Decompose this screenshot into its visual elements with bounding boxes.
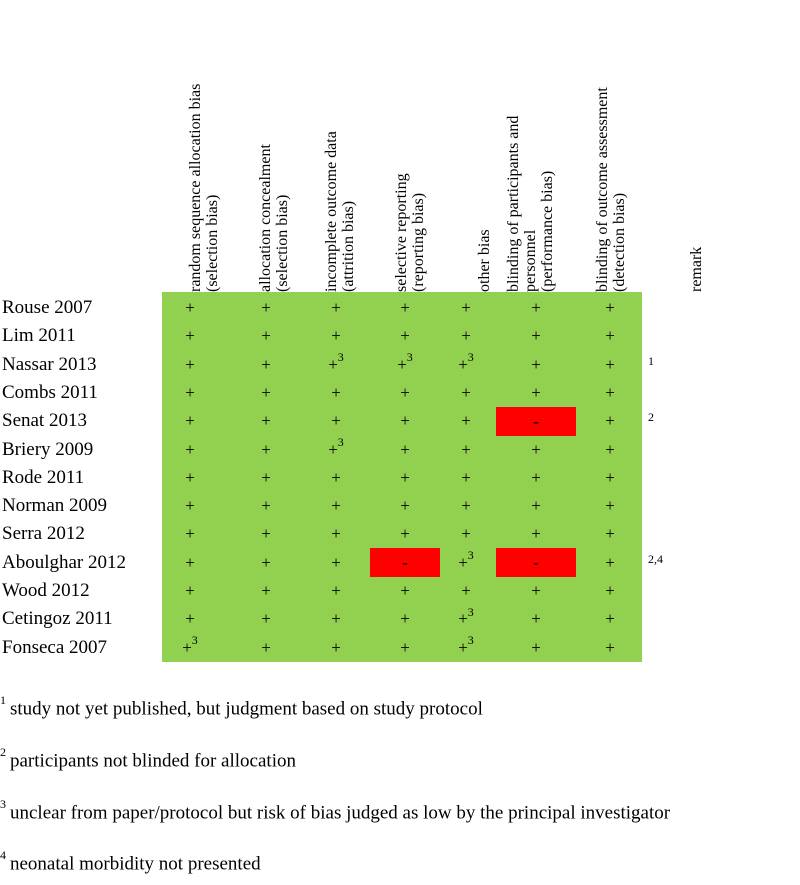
low-risk-cell [155,520,225,548]
column-header-1: random sequence allocation bias (selection bias) [187,83,221,292]
cell-value: + [400,496,410,516]
low-risk-cell [501,464,571,492]
footnote-marker: 3 [467,548,474,563]
study-label: Wood 2012 [2,580,90,601]
cell-value: - [402,553,408,573]
cell-value: + [531,609,541,629]
cell-value: + [400,609,410,629]
low-risk-cell [370,407,440,435]
cell-value: + [182,637,192,657]
cell-value: + [605,637,615,657]
cell-value: + [605,411,615,431]
row-remark: 1 [648,353,654,368]
footnote-marker: 3 [467,604,474,619]
cell-value: + [531,326,541,346]
low-risk-cell [370,294,440,322]
high-risk-cell [370,548,440,577]
low-risk-cell [431,577,501,605]
cell-value: + [461,439,471,459]
column-header-5: other bias [476,229,493,292]
low-risk-cell [501,436,571,464]
cell-value: + [531,439,541,459]
study-label: Nassar 2013 [2,353,97,375]
low-risk-cell [501,322,571,350]
low-risk-cell [231,379,301,407]
low-risk-cell [501,577,571,605]
cell-value: + [185,609,195,629]
footnote [0,745,296,772]
low-risk-cell [301,351,371,379]
cell-value: + [531,581,541,600]
cell-value: + [185,581,195,600]
low-risk-cell [301,549,371,577]
cell-value: + [400,298,410,317]
low-risk-cell [501,634,571,662]
low-risk-cell [231,492,301,520]
low-risk-cell [575,407,645,435]
cell-value: + [461,524,471,544]
low-risk-cell [431,322,501,350]
low-risk-cell [501,351,571,379]
low-risk-cell [575,520,645,548]
footnote-mark: 2 [0,745,6,759]
low-risk-cell [575,351,645,379]
footnote-marker: 3 [191,632,198,647]
cell-value: + [331,552,341,572]
cell-value: - [533,411,539,431]
low-risk-cell [301,294,371,322]
low-risk-cell [301,492,371,520]
cell-value: + [400,524,410,544]
low-risk-cell [231,577,301,605]
risk-of-bias-grid [162,292,642,662]
cell-value: + [461,496,471,516]
study-label: Norman 2009 [2,495,108,517]
column-header-3: incomplete outcome data (attrition bias) [323,131,357,292]
cell-value: + [531,467,541,487]
low-risk-cell [301,379,371,407]
cell-value: + [261,581,271,600]
low-risk-cell [301,436,371,464]
cell-value: + [397,354,407,374]
footnote-marker: 3 [337,434,344,449]
cell-value: + [185,382,195,402]
cell-value: + [185,467,195,487]
cell-value: + [261,298,271,317]
cell-value: + [331,298,341,317]
cell-value: + [605,581,615,600]
cell-value: + [400,581,410,600]
low-risk-cell [370,605,440,633]
column-header-2: allocation concealment (selection bias) [257,144,291,292]
low-risk-cell [431,634,501,662]
low-risk-cell [575,436,645,464]
cell-value: + [331,581,341,600]
high-risk-cell [496,548,576,577]
study-label: Lim 2011 [2,325,76,347]
footnote [0,797,671,824]
low-risk-cell [431,436,501,464]
cell-value: + [261,524,271,544]
low-risk-cell [575,549,645,577]
low-risk-cell [155,436,225,464]
cell-value: + [185,354,195,374]
low-risk-cell [431,379,501,407]
low-risk-cell [431,294,501,322]
cell-value: + [605,552,615,572]
cell-value: + [331,382,341,402]
footnote-text: neonatal morbidity not presented [10,853,261,875]
cell-value: + [261,496,271,516]
study-label: Fonseca 2007 [2,636,108,658]
cell-value: + [331,524,341,544]
low-risk-cell [301,322,371,350]
low-risk-cell [370,322,440,350]
cell-value: + [331,326,341,346]
low-risk-cell [431,407,501,435]
low-risk-cell [231,322,301,350]
low-risk-cell [231,549,301,577]
study-label: Cetingoz 2011 [2,608,113,630]
low-risk-cell [501,379,571,407]
cell-value: + [461,467,471,487]
cell-value: + [400,637,410,657]
cell-value: + [328,354,338,374]
low-risk-cell [431,605,501,633]
study-label: Briery 2009 [2,438,94,460]
cell-value: + [185,326,195,346]
low-risk-cell [575,634,645,662]
cell-value: + [605,467,615,487]
cell-value: + [400,326,410,346]
low-risk-cell [301,605,371,633]
cell-value: + [605,496,615,516]
footnote-text: participants not blinded for allocation [10,750,296,772]
low-risk-cell [155,322,225,350]
cell-value: + [461,581,471,600]
cell-value: + [400,439,410,459]
cell-value: + [261,354,271,374]
low-risk-cell [155,351,225,379]
low-risk-cell [231,605,301,633]
cell-value: + [531,382,541,402]
low-risk-cell [575,492,645,520]
cell-value: + [185,496,195,516]
cell-value: + [458,637,468,657]
cell-value: + [400,467,410,487]
cell-value: + [458,609,468,629]
footnote [0,693,483,720]
low-risk-cell [155,549,225,577]
low-risk-cell [155,577,225,605]
cell-value: + [185,411,195,431]
cell-value: + [461,411,471,431]
column-header-7: blinding of outcome assessment (detection bias) [594,87,628,292]
low-risk-cell [370,577,440,605]
cell-value: + [261,552,271,572]
low-risk-cell [370,379,440,407]
cell-value: + [605,298,615,317]
footnote-marker: 3 [337,349,344,364]
study-label: Serra 2012 [2,523,85,545]
row-remark: 2,4 [648,551,663,566]
study-label: Senat 2013 [2,410,87,432]
study-label: Rouse 2007 [2,297,93,318]
cell-value: + [331,637,341,657]
cell-value: + [605,609,615,629]
column-header-4: selective reporting (reporting bias) [393,173,427,292]
cell-value: + [331,496,341,516]
remark-header: remark [688,246,705,292]
low-risk-cell [301,520,371,548]
footnote-mark: 1 [0,693,6,707]
low-risk-cell [575,322,645,350]
low-risk-cell [370,351,440,379]
footnote-marker: 3 [467,632,474,647]
cell-value: + [331,609,341,629]
row-remark: 2 [648,410,654,425]
cell-value: + [261,637,271,657]
cell-value: + [605,382,615,402]
cell-value: + [400,411,410,431]
cell-value: + [605,326,615,346]
low-risk-cell [231,520,301,548]
cell-value: + [531,354,541,374]
low-risk-cell [431,520,501,548]
cell-value: + [185,439,195,459]
cell-value: + [261,411,271,431]
low-risk-cell [155,605,225,633]
footnote-mark: 4 [0,848,6,862]
low-risk-cell [155,464,225,492]
low-risk-cell [231,407,301,435]
footnote-text: unclear from paper/protocol but risk of bias judged as low by the principal investigator [10,802,671,824]
cell-value: + [461,382,471,402]
low-risk-cell [370,464,440,492]
cell-value: - [533,553,539,573]
cell-value: + [458,552,468,572]
low-risk-cell [155,492,225,520]
low-risk-cell [370,634,440,662]
low-risk-cell [575,464,645,492]
cell-value: + [400,382,410,402]
cell-value: + [461,326,471,346]
cell-value: + [328,439,338,459]
cell-value: + [185,552,195,572]
cell-value: + [605,354,615,374]
cell-value: + [185,298,195,317]
cell-value: + [605,439,615,459]
low-risk-cell [575,379,645,407]
low-risk-cell [431,351,501,379]
cell-value: + [605,524,615,544]
cell-value: + [261,439,271,459]
low-risk-cell [431,549,501,577]
column-headers [0,0,800,292]
low-risk-cell [575,294,645,322]
low-risk-cell [301,577,371,605]
low-risk-cell [231,464,301,492]
low-risk-cell [301,407,371,435]
study-label: Combs 2011 [2,381,98,403]
cell-value: + [261,467,271,487]
study-label: Aboulghar 2012 [2,551,127,573]
low-risk-cell [501,520,571,548]
low-risk-cell [155,294,225,322]
low-risk-cell [231,436,301,464]
cell-value: + [531,637,541,657]
cell-value: + [185,524,195,544]
low-risk-cell [431,492,501,520]
low-risk-cell [155,379,225,407]
cell-value: + [331,411,341,431]
cell-value: + [531,524,541,544]
cell-value: + [458,354,468,374]
cell-value: + [461,298,471,317]
low-risk-cell [155,407,225,435]
low-risk-cell [231,351,301,379]
low-risk-cell [501,492,571,520]
cell-value: + [331,467,341,487]
low-risk-cell [370,520,440,548]
low-risk-cell [370,436,440,464]
low-risk-cell [301,464,371,492]
low-risk-cell [575,577,645,605]
cell-value: + [531,496,541,516]
low-risk-cell [431,464,501,492]
low-risk-cell [231,634,301,662]
low-risk-cell [370,492,440,520]
footnote-marker: 3 [406,349,413,364]
study-label: Rode 2011 [2,466,85,488]
cell-value: + [531,298,541,317]
footnote-mark: 3 [0,797,6,811]
low-risk-cell [155,634,225,662]
column-header-6: blinding of participants and personnel (performance bias) [505,115,556,292]
low-risk-cell [301,634,371,662]
low-risk-cell [231,294,301,322]
footnote-text: study not yet published, but judgment based on study protocol [10,698,483,720]
high-risk-cell [496,407,576,436]
cell-value: + [261,609,271,629]
cell-value: + [261,326,271,346]
low-risk-cell [501,294,571,322]
low-risk-cell [501,605,571,633]
cell-value: + [261,382,271,402]
footnote-marker: 3 [467,349,474,364]
footnote [0,848,261,875]
low-risk-cell [575,605,645,633]
